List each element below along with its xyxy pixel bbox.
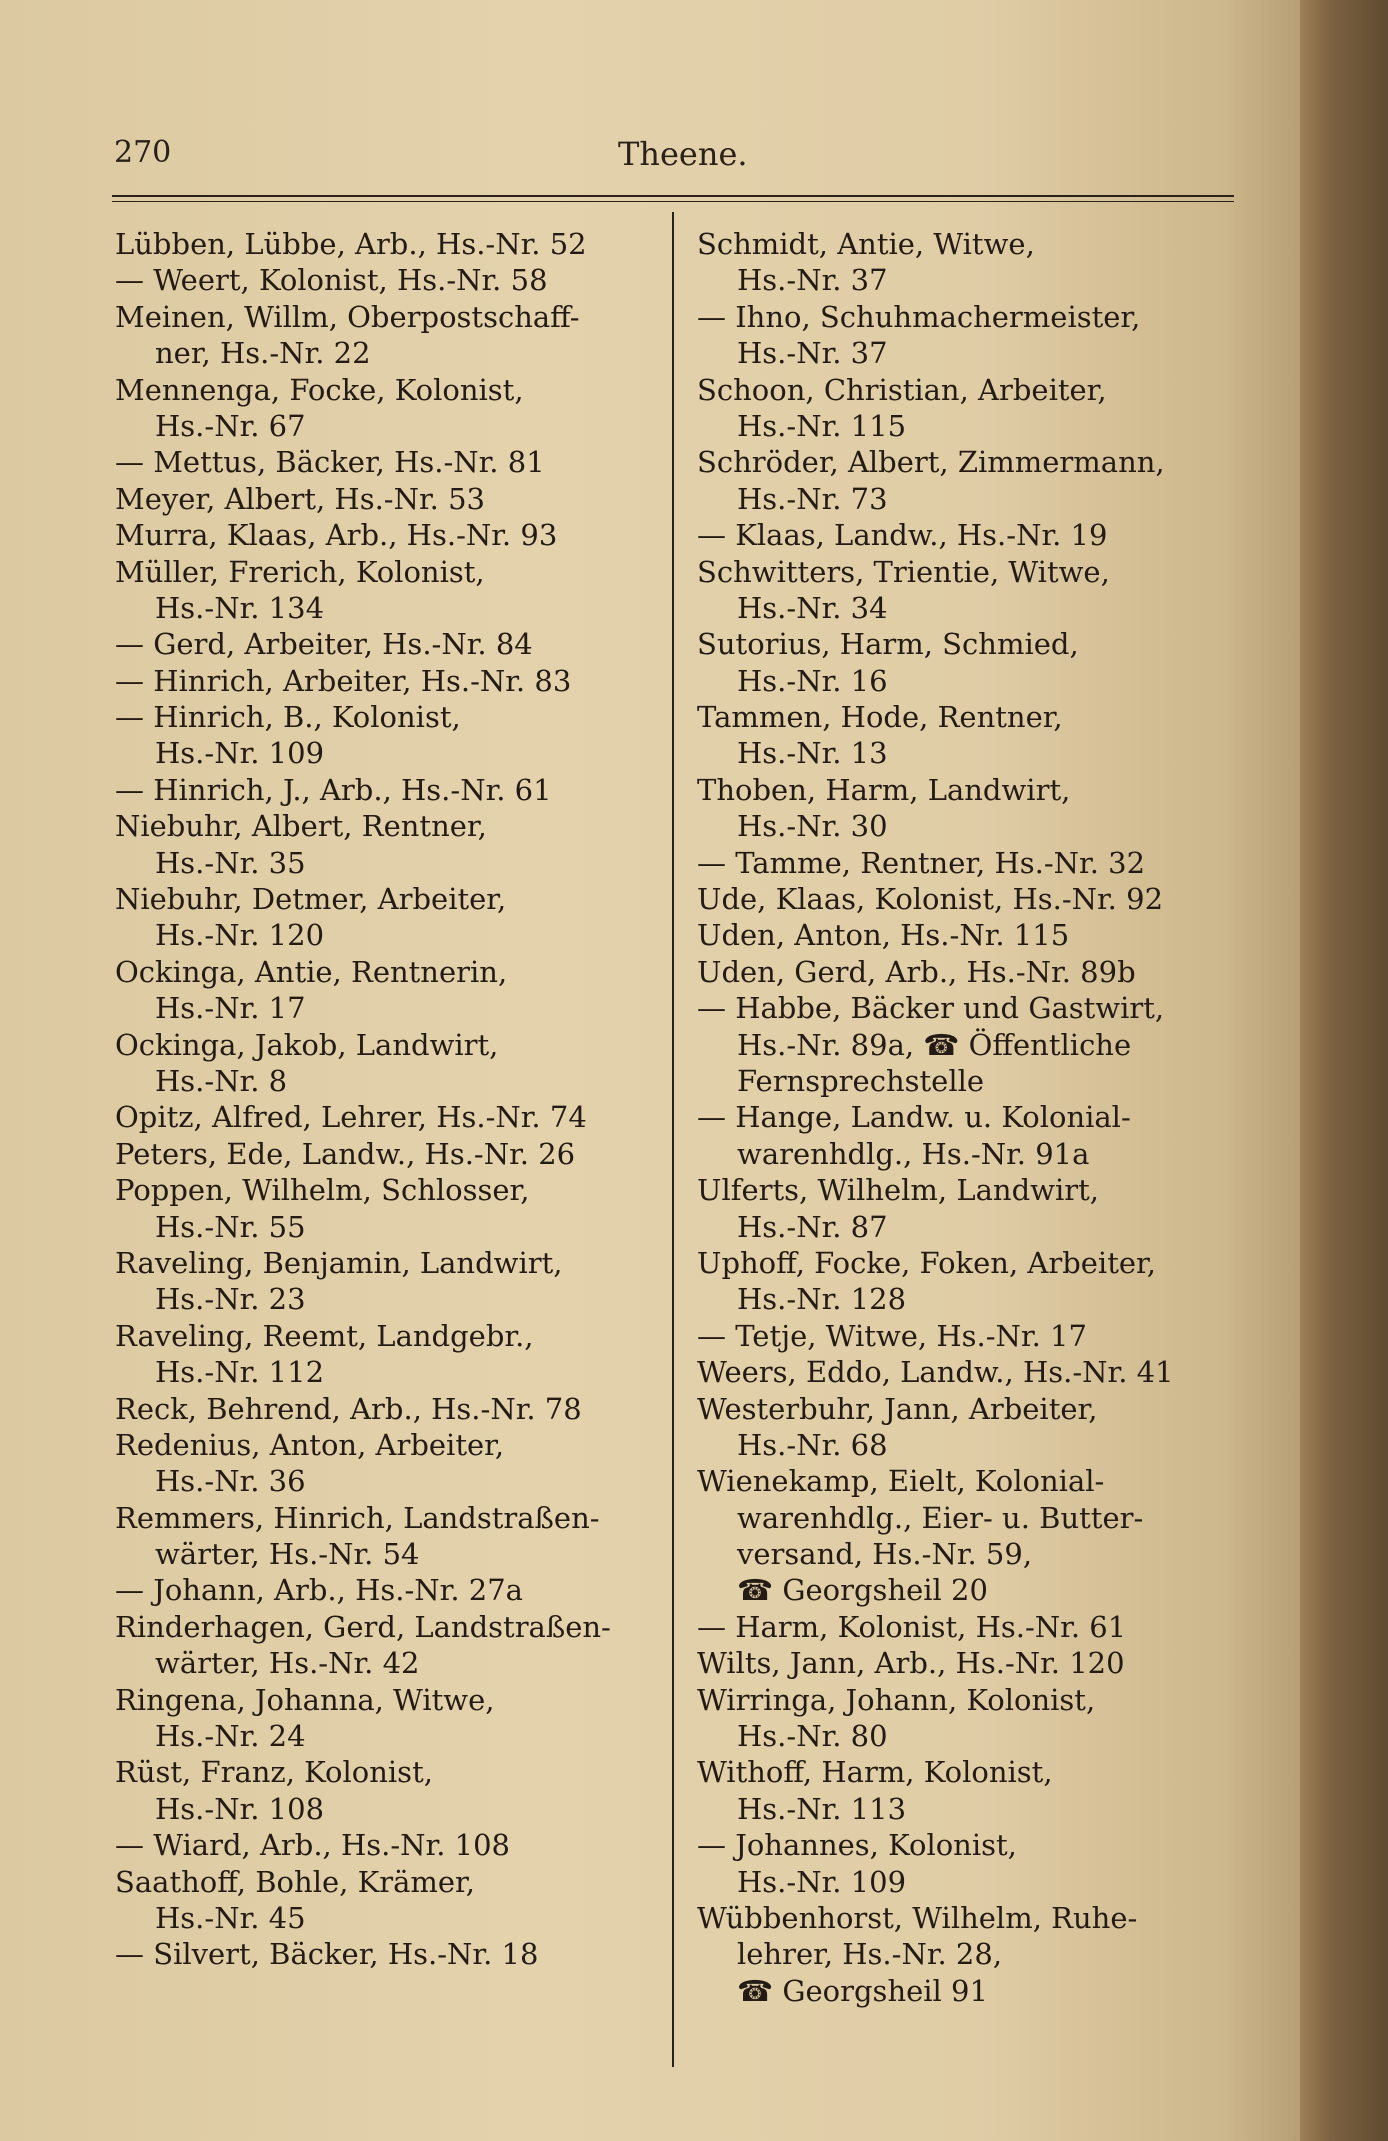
directory-line: — Tamme, Rentner, Hs.-Nr. 32 bbox=[697, 845, 1146, 880]
directory-line: Hs.-Nr. 73 bbox=[737, 481, 888, 516]
directory-line: Hs.-Nr. 112 bbox=[155, 1355, 325, 1390]
directory-line: Remmers, Hinrich, Landstraßen- bbox=[115, 1500, 600, 1535]
directory-line: Hs.-Nr. 67 bbox=[155, 408, 306, 443]
directory-line: Lübben, Lübbe, Arb., Hs.-Nr. 52 bbox=[115, 227, 587, 261]
directory-line: — Wiard, Arb., Hs.-Nr. 108 bbox=[115, 1828, 510, 1863]
directory-line: Ockinga, Antie, Rentnerin, bbox=[115, 954, 508, 989]
page-number: 270 bbox=[114, 135, 172, 170]
directory-line: — Johannes, Kolonist, bbox=[697, 1828, 1017, 1863]
directory-line: — Klaas, Landw., Hs.-Nr. 19 bbox=[697, 518, 1108, 553]
directory-line: Uphoff, Focke, Foken, Arbeiter, bbox=[697, 1245, 1156, 1280]
page-edge bbox=[1300, 0, 1388, 2141]
directory-line: Hs.-Nr. 55 bbox=[155, 1209, 306, 1244]
directory-line: Hs.-Nr. 13 bbox=[737, 736, 888, 771]
directory-line: Sutorius, Harm, Schmied, bbox=[697, 627, 1079, 662]
directory-line: Tammen, Hode, Rentner, bbox=[697, 700, 1063, 735]
directory-line: versand, Hs.-Nr. 59, bbox=[737, 1537, 1033, 1572]
directory-line: wärter, Hs.-Nr. 42 bbox=[155, 1646, 420, 1681]
directory-line: — Habbe, Bäcker und Gastwirt, bbox=[697, 991, 1165, 1026]
directory-line: Hs.-Nr. 16 bbox=[737, 663, 888, 698]
directory-line: Schmidt, Antie, Witwe, bbox=[697, 227, 1035, 261]
directory-line: Schwitters, Trientie, Witwe, bbox=[697, 554, 1110, 589]
directory-line: Fernsprechstelle bbox=[737, 1063, 985, 1098]
directory-line: ner, Hs.-Nr. 22 bbox=[155, 336, 371, 371]
directory-line: — Weert, Kolonist, Hs.-Nr. 58 bbox=[115, 263, 548, 298]
directory-line: Wilts, Jann, Arb., Hs.-Nr. 120 bbox=[697, 1646, 1125, 1681]
column-divider bbox=[672, 212, 674, 2067]
directory-line: — Gerd, Arbeiter, Hs.-Nr. 84 bbox=[115, 627, 533, 662]
directory-line: — Hange, Landw. u. Kolonial- bbox=[697, 1100, 1131, 1135]
directory-line: — Hinrich, Arbeiter, Hs.-Nr. 83 bbox=[115, 663, 572, 698]
directory-line: Meyer, Albert, Hs.-Nr. 53 bbox=[115, 481, 485, 516]
directory-line: Raveling, Reemt, Landgebr., bbox=[115, 1318, 534, 1353]
left-column bbox=[115, 226, 660, 1973]
directory-line: ☎ Georgsheil 91 bbox=[737, 1973, 988, 2008]
directory-line: Niebuhr, Albert, Rentner, bbox=[115, 809, 487, 844]
directory-line: Hs.-Nr. 34 bbox=[737, 590, 888, 625]
directory-line: Hs.-Nr. 23 bbox=[155, 1282, 306, 1317]
directory-line: Hs.-Nr. 35 bbox=[155, 845, 306, 880]
directory-line: Hs.-Nr. 120 bbox=[155, 918, 325, 953]
directory-line: Saathoff, Bohle, Krämer, bbox=[115, 1864, 475, 1899]
directory-line: Niebuhr, Detmer, Arbeiter, bbox=[115, 882, 507, 917]
directory-line: — Harm, Kolonist, Hs.-Nr. 61 bbox=[697, 1609, 1127, 1644]
directory-line: Mennenga, Focke, Kolonist, bbox=[115, 372, 524, 407]
header-rule-thin bbox=[112, 201, 1234, 202]
directory-line: Weers, Eddo, Landw., Hs.-Nr. 41 bbox=[697, 1355, 1174, 1390]
directory-line: Westerbuhr, Jann, Arbeiter, bbox=[697, 1391, 1098, 1426]
directory-line: warenhdlg., Eier- u. Butter- bbox=[737, 1500, 1144, 1535]
directory-line: Peters, Ede, Landw., Hs.-Nr. 26 bbox=[115, 1136, 576, 1171]
directory-line: Schoon, Christian, Arbeiter, bbox=[697, 372, 1107, 407]
directory-line: warenhdlg., Hs.-Nr. 91a bbox=[737, 1136, 1090, 1171]
directory-line: Raveling, Benjamin, Landwirt, bbox=[115, 1245, 563, 1280]
directory-line: Hs.-Nr. 89a, ☎ Öffentliche bbox=[737, 1027, 1132, 1062]
directory-line: — Mettus, Bäcker, Hs.-Nr. 81 bbox=[115, 445, 545, 480]
directory-line: Wirringa, Johann, Kolonist, bbox=[697, 1682, 1096, 1717]
directory-line: — Hinrich, J., Arb., Hs.-Nr. 61 bbox=[115, 772, 552, 807]
directory-line: Hs.-Nr. 8 bbox=[155, 1063, 288, 1098]
directory-line: Murra, Klaas, Arb., Hs.-Nr. 93 bbox=[115, 518, 558, 553]
directory-line: Hs.-Nr. 45 bbox=[155, 1900, 306, 1935]
running-title: Theene. bbox=[618, 135, 748, 173]
directory-line: Ude, Klaas, Kolonist, Hs.-Nr. 92 bbox=[697, 882, 1164, 917]
directory-line: Meinen, Willm, Oberpostschaff- bbox=[115, 299, 580, 334]
directory-line: Hs.-Nr. 17 bbox=[155, 991, 306, 1026]
directory-line: Rüst, Franz, Kolonist, bbox=[115, 1755, 433, 1790]
directory-line: Hs.-Nr. 108 bbox=[155, 1791, 325, 1826]
directory-line: Hs.-Nr. 115 bbox=[737, 408, 907, 443]
directory-line: Hs.-Nr. 87 bbox=[737, 1209, 888, 1244]
directory-line: wärter, Hs.-Nr. 54 bbox=[155, 1537, 420, 1572]
directory-line: Müller, Frerich, Kolonist, bbox=[115, 554, 485, 589]
directory-line: Thoben, Harm, Landwirt, bbox=[697, 772, 1071, 807]
directory-line: Ockinga, Jakob, Landwirt, bbox=[115, 1027, 499, 1062]
directory-line: — Ihno, Schuhmachermeister, bbox=[697, 299, 1141, 334]
directory-line: ☎ Georgsheil 20 bbox=[737, 1573, 988, 1608]
directory-line: — Johann, Arb., Hs.-Nr. 27a bbox=[115, 1573, 523, 1608]
directory-line: Hs.-Nr. 109 bbox=[155, 736, 325, 771]
directory-line: Uden, Gerd, Arb., Hs.-Nr. 89b bbox=[697, 954, 1136, 989]
directory-line: Hs.-Nr. 80 bbox=[737, 1719, 888, 1754]
directory-line: Ulferts, Wilhelm, Landwirt, bbox=[697, 1173, 1099, 1208]
directory-line: Wienekamp, Eielt, Kolonial- bbox=[697, 1464, 1105, 1499]
directory-line: Reck, Behrend, Arb., Hs.-Nr. 78 bbox=[115, 1391, 582, 1426]
directory-line: Redenius, Anton, Arbeiter, bbox=[115, 1427, 505, 1462]
directory-line: Hs.-Nr. 128 bbox=[737, 1282, 907, 1317]
directory-line: Withoff, Harm, Kolonist, bbox=[697, 1755, 1053, 1790]
directory-line: — Hinrich, B., Kolonist, bbox=[115, 700, 461, 735]
directory-line: Rinderhagen, Gerd, Landstraßen- bbox=[115, 1609, 611, 1644]
directory-line: Hs.-Nr. 113 bbox=[737, 1791, 907, 1826]
directory-line: Poppen, Wilhelm, Schlosser, bbox=[115, 1173, 530, 1208]
directory-line: Wübbenhorst, Wilhelm, Ruhe- bbox=[697, 1900, 1138, 1935]
directory-line: Schröder, Albert, Zimmermann, bbox=[697, 445, 1165, 480]
directory-line: Hs.-Nr. 109 bbox=[737, 1864, 907, 1899]
directory-line: Hs.-Nr. 30 bbox=[737, 809, 888, 844]
directory-line: Ringena, Johanna, Witwe, bbox=[115, 1682, 495, 1717]
directory-line: Opitz, Alfred, Lehrer, Hs.-Nr. 74 bbox=[115, 1100, 587, 1135]
directory-line: Hs.-Nr. 134 bbox=[155, 590, 325, 625]
directory-line: — Silvert, Bäcker, Hs.-Nr. 18 bbox=[115, 1937, 539, 1972]
header-rule bbox=[112, 195, 1234, 197]
directory-line: Uden, Anton, Hs.-Nr. 115 bbox=[697, 918, 1070, 953]
directory-line: Hs.-Nr. 37 bbox=[737, 263, 888, 298]
directory-line: lehrer, Hs.-Nr. 28, bbox=[737, 1937, 1003, 1972]
directory-line: — Tetje, Witwe, Hs.-Nr. 17 bbox=[697, 1318, 1087, 1353]
right-column bbox=[697, 226, 1242, 2009]
directory-line: Hs.-Nr. 36 bbox=[155, 1464, 306, 1499]
directory-line: Hs.-Nr. 68 bbox=[737, 1427, 888, 1462]
directory-line: Hs.-Nr. 37 bbox=[737, 336, 888, 371]
directory-line: Hs.-Nr. 24 bbox=[155, 1719, 306, 1754]
